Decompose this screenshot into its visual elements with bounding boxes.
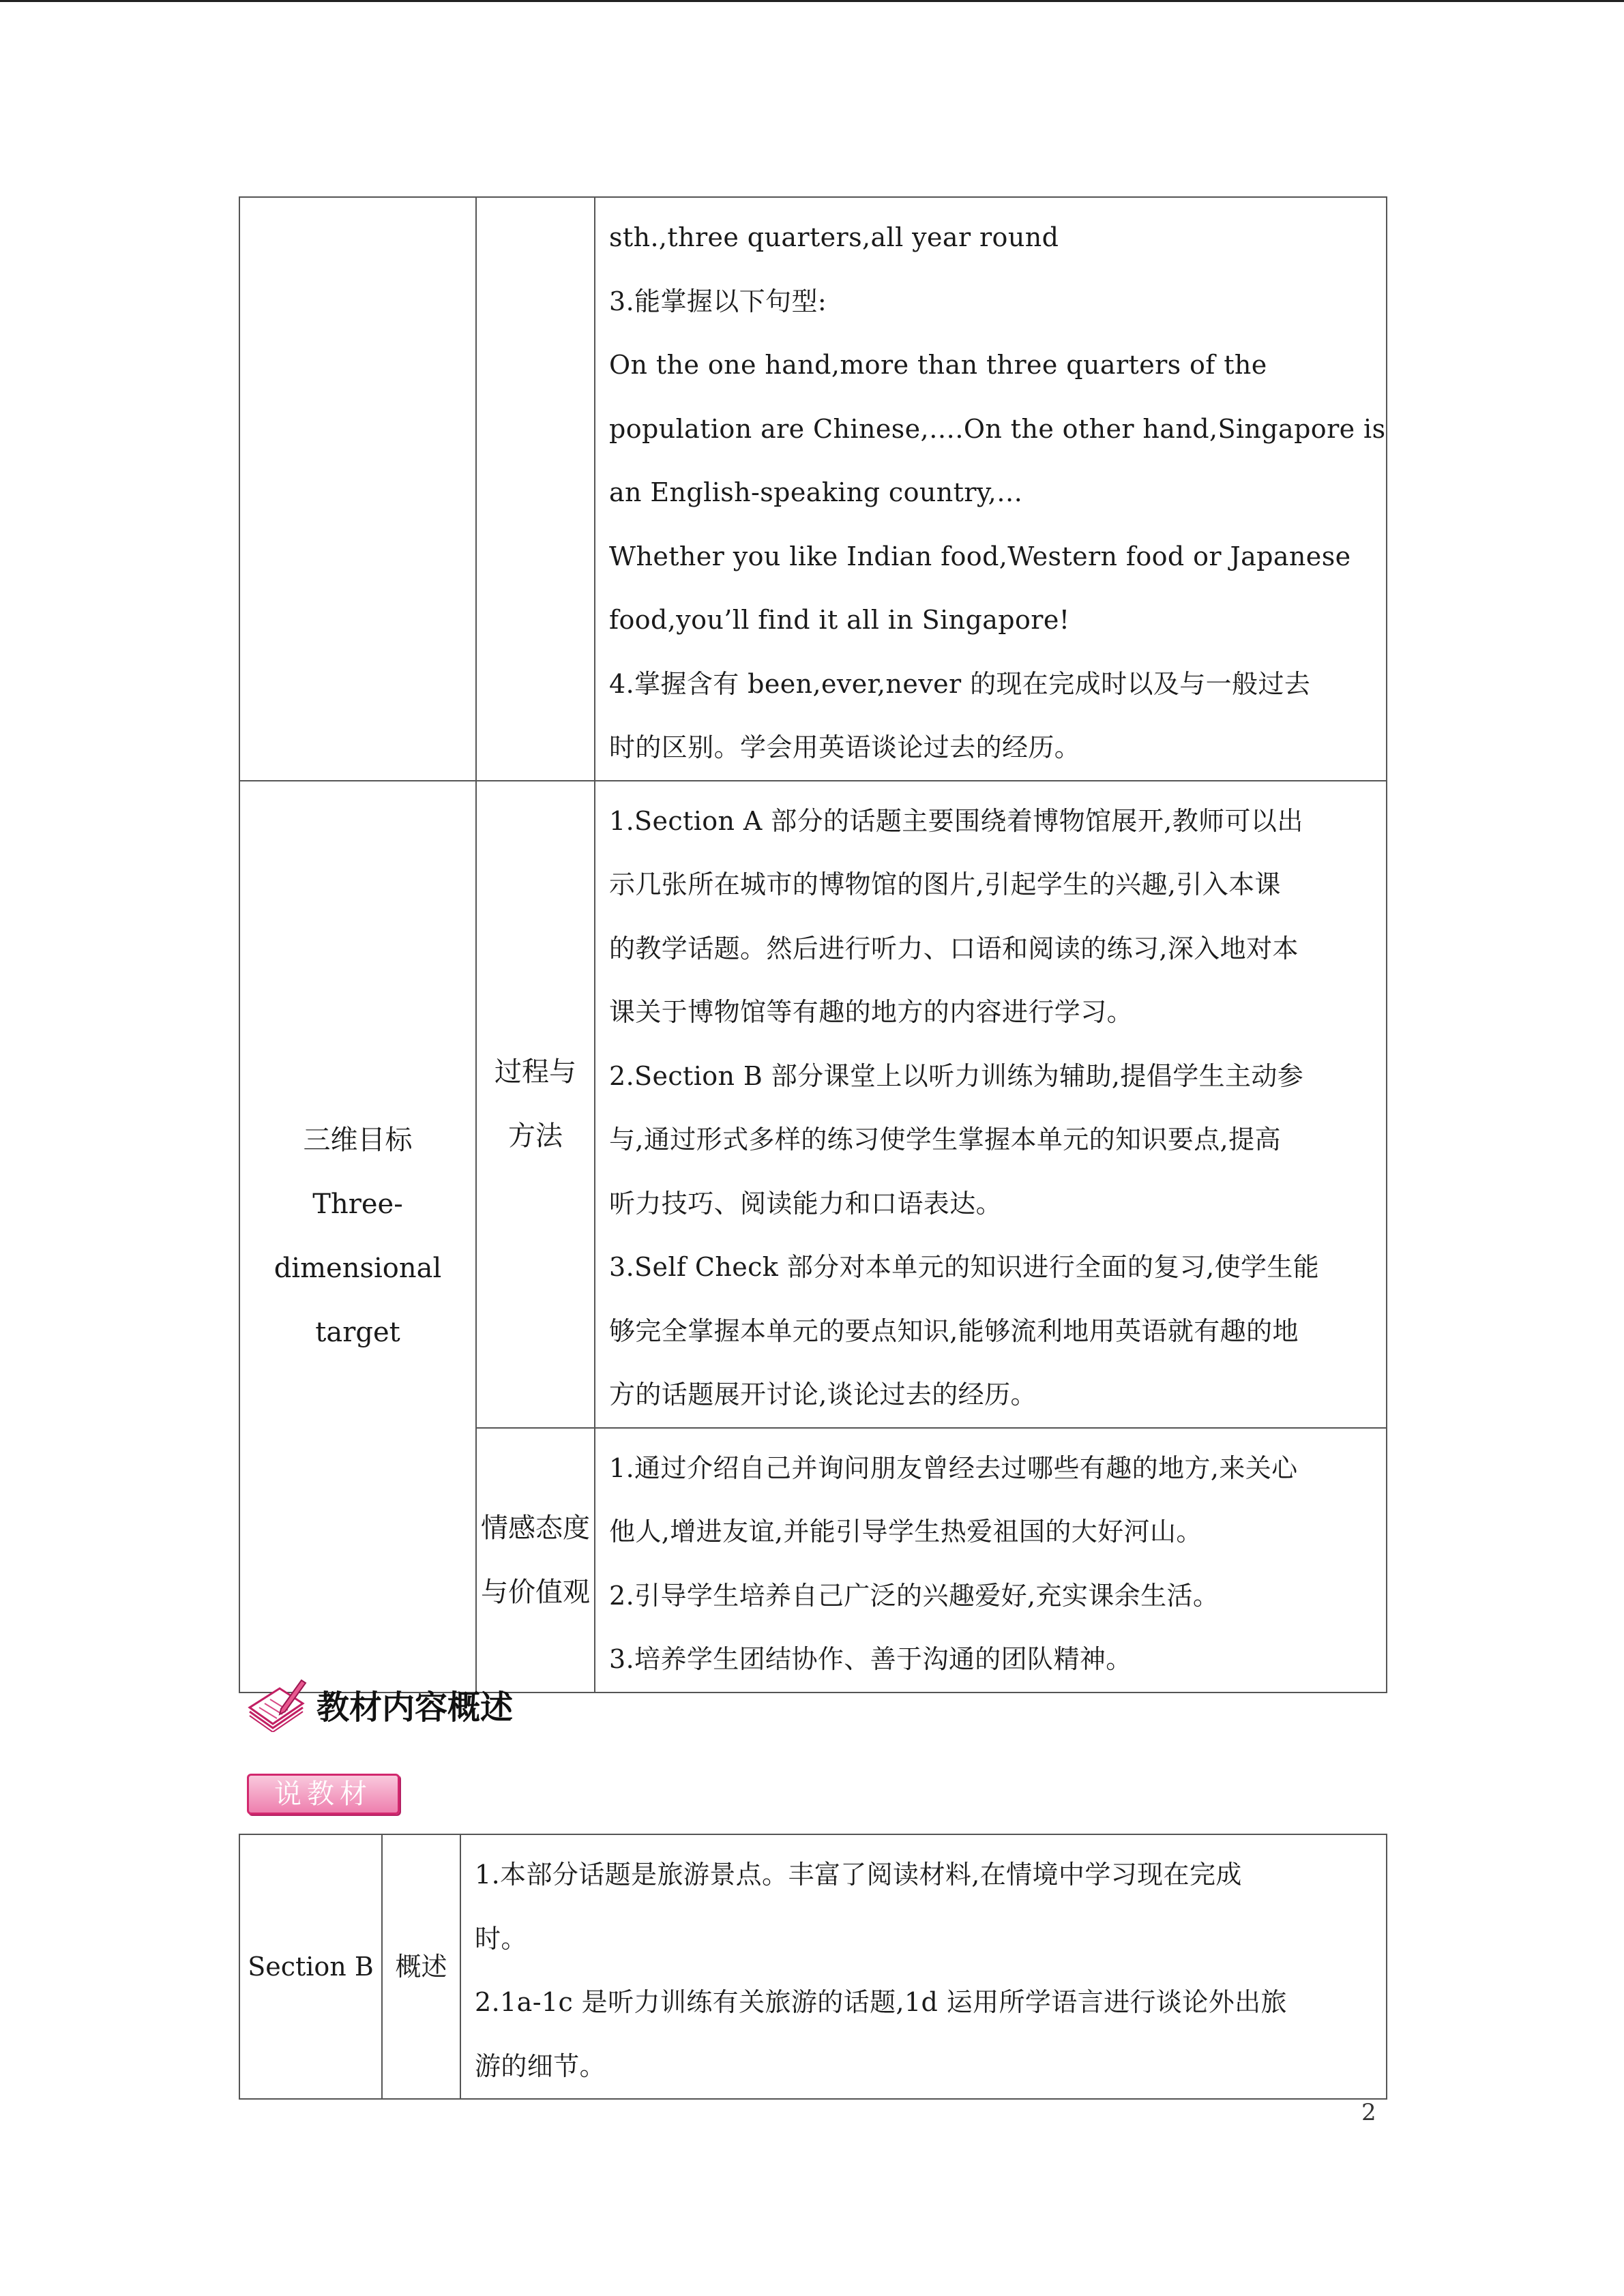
text-line: 1.通过介绍自己并询问朋友曾经去过哪些有趣的地方,来关心 xyxy=(609,1452,1298,1483)
cell-process-method-label xyxy=(476,781,595,1428)
book-pen-icon xyxy=(246,1676,307,1732)
text-line: 时。 xyxy=(475,1923,527,1954)
section-title: 教材内容概述 xyxy=(316,1688,514,1727)
overview-table xyxy=(239,1834,1387,2100)
page-number: 2 xyxy=(1361,2099,1376,2126)
cell-emotion-value-content xyxy=(595,1428,1387,1693)
text-line: target xyxy=(315,1317,400,1348)
table-row-section-b xyxy=(239,1834,1387,2099)
text-line: Three- xyxy=(312,1189,403,1220)
text-line: 他人,增进友谊,并能引导学生热爱祖国的大好河山。 xyxy=(609,1517,1202,1547)
text-line: 情感态度 xyxy=(481,1512,590,1544)
text-line: 的教学话题。然后进行听力、口语和阅读的练习,深入地对本 xyxy=(609,933,1299,964)
cell-empty-category xyxy=(239,197,476,781)
cell-overview-content xyxy=(460,1834,1387,2099)
text-line: sth.,three quarters,all year round xyxy=(609,222,1059,252)
cell-empty-subcategory xyxy=(476,197,595,781)
cell-process-method-content xyxy=(595,781,1387,1428)
text-line: 方法 xyxy=(508,1120,563,1152)
cell-section-name: Section B xyxy=(239,1834,382,2099)
text-line: 2.1a-1c 是听力训练有关旅游的话题,1d 运用所学语言进行谈论外出旅 xyxy=(475,1987,1287,2017)
text-line: food,you’ll find it all in Singapore! xyxy=(609,605,1070,635)
text-line: 3.培养学生团结协作、善于沟通的团队精神。 xyxy=(609,1644,1132,1674)
text-line: 三维目标 xyxy=(303,1124,413,1156)
text-line: Whether you like Indian food,Western food or Japanese xyxy=(609,541,1351,571)
text-line: 示几张所在城市的博物馆的图片,引起学生的兴趣,引入本课 xyxy=(609,869,1281,899)
text-line: 听力技巧、阅读能力和口语表达。 xyxy=(609,1188,1003,1219)
text-line: 与价值观 xyxy=(481,1576,590,1608)
text-line: On the one hand,more than three quarters of the xyxy=(609,350,1267,380)
text-line: 3.Self Check 部分对本单元的知识进行全面的复习,使学生能 xyxy=(609,1252,1320,1282)
text-line: 课关于博物馆等有趣的地方的内容进行学习。 xyxy=(609,997,1134,1027)
top-border-line xyxy=(0,0,1624,2)
cell-overview-label: 概述 xyxy=(382,1834,460,2099)
table-row-process xyxy=(239,781,1387,1428)
text-line: 过程与 xyxy=(494,1056,576,1088)
text-line: 2.Section B 部分课堂上以听力训练为辅助,提倡学生主动参 xyxy=(609,1060,1304,1091)
text-line: 够完全掌握本单元的要点知识,能够流利地用英语就有趣的地 xyxy=(609,1315,1299,1346)
text-line: an English-speaking country,… xyxy=(609,477,1023,507)
text-line: 4.掌握含有 been,ever,never 的现在完成时以及与一般过去 xyxy=(609,668,1311,699)
text-line: 1.本部分话题是旅游景点。丰富了阅读材料,在情境中学习现在完成 xyxy=(475,1860,1242,1890)
textbook-tag: 说教材 xyxy=(247,1774,400,1815)
cell-continued-content xyxy=(595,197,1387,781)
text-line: population are Chinese,….On the other hand,Singapore is xyxy=(609,413,1386,444)
text-line: dimensional xyxy=(274,1253,442,1284)
cell-three-dimensional-target xyxy=(239,781,476,1693)
table-row-continued xyxy=(239,197,1387,781)
text-line: 与,通过形式多样的练习使学生掌握本单元的知识要点,提高 xyxy=(609,1124,1281,1154)
text-line: 方的话题展开讨论,谈论过去的经历。 xyxy=(609,1380,1037,1410)
text-line: 1.Section A 部分的话题主要围绕着博物馆展开,教师可以出 xyxy=(609,805,1303,836)
text-line: 2.引导学生培养自己广泛的兴趣爱好,充实课余生活。 xyxy=(609,1580,1220,1611)
text-line: 游的细节。 xyxy=(475,2051,606,2081)
text-line: 3.能掌握以下句型: xyxy=(609,286,827,316)
text-line: 时的区别。学会用英语谈论过去的经历。 xyxy=(609,732,1081,762)
section-heading xyxy=(246,1676,513,1732)
objectives-table xyxy=(239,196,1387,1693)
cell-emotion-value-label xyxy=(476,1428,595,1693)
